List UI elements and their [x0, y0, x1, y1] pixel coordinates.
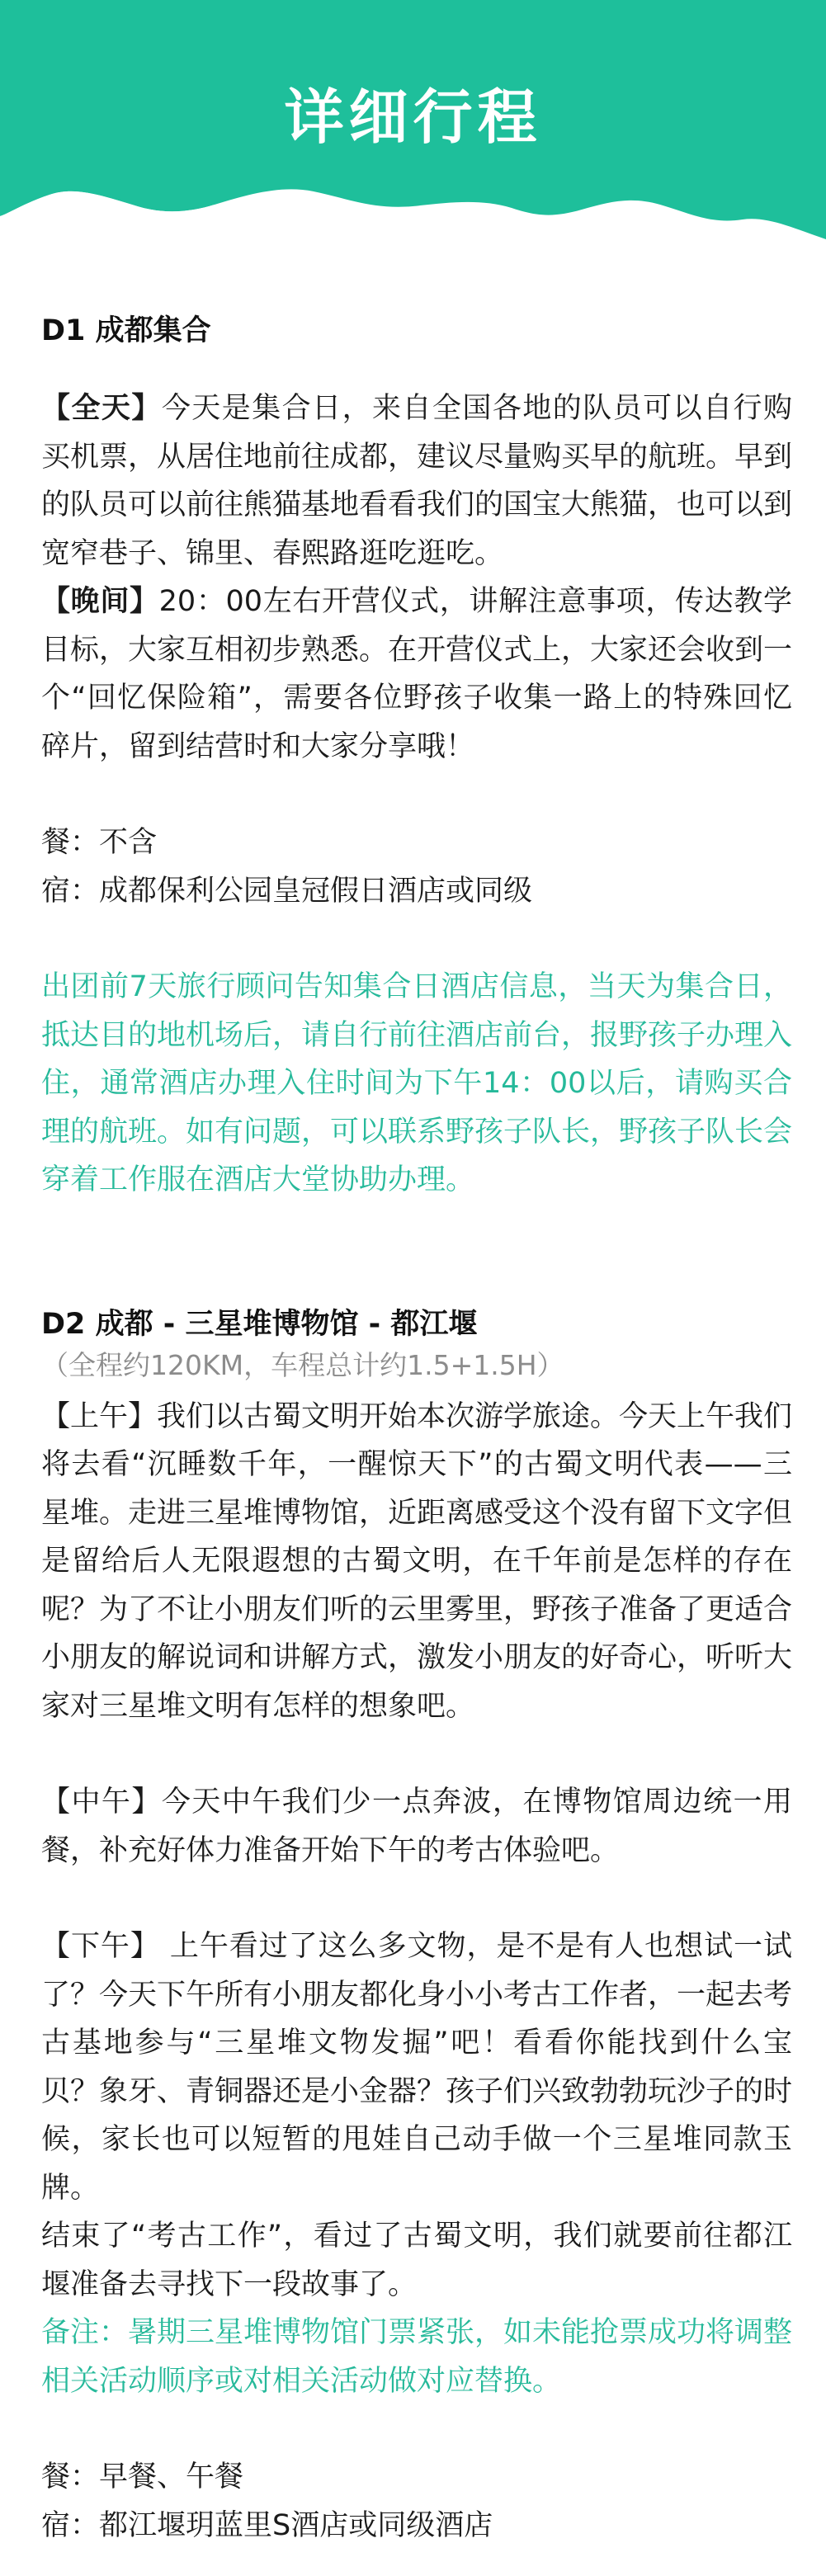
day2-lodging: 宿：都江堰玥蓝里S酒店或同级酒店 [41, 2508, 493, 2542]
itinerary-content [41, 310, 792, 2550]
day1-meals: 餐：不含 [41, 826, 158, 859]
page-title: 详细行程 [284, 83, 542, 152]
day1-evening-tag: 【晚间】 [41, 585, 159, 618]
day1-evening-text: 20：00左右开营仪式，讲解注意事项，传达教学目标，大家互相初步熟悉。在开营仪式上，大家还会收到一个“回忆保险箱”，需要各位野孩子收集一路上的特殊回忆碎片，留到结营时和大家分享哦！ [41, 585, 793, 763]
day2-remark: 备注：暑期三星堆博物馆门票紧张，如未能抢票成功将调整相关活动顺序或对相关活动做对应替换。 [41, 2316, 793, 2398]
day2-noon-paragraph: 【中午】今天中午我们少一点奔波，在博物馆周边统一用餐，补充好体力准备开始下午的考古体验吧。 [41, 1786, 792, 1867]
day1-lodging: 宿：成都保利公园皇冠假日酒店或同级 [41, 874, 533, 908]
day1-title: D1 成都集合 [41, 314, 211, 347]
day2-morning-paragraph: 【上午】我们以古蜀文明开始本次游学旅途。今天上午我们将去看“沉睡数千年，一醒惊天下”的古蜀文明代表——三星堆。走进三星堆博物馆，近距离感受这个没有留下文字但是留给后人无限遐想的古蜀文明，在千年前是怎样的存在呢？为了不让小朋友们听的云里雾里，野孩子准备了更适合小朋友的解说词和讲解方式，激发小朋友的好奇心，听听大家对三星堆文明有怎样的想象吧。 [41, 1399, 793, 1723]
day1-allday-tag: 【全天】 [41, 392, 162, 425]
day1-hotel-notice: 出团前7天旅行顾问告知集合日酒店信息，当天为集合日，抵达目的地机场后，请自行前往酒店前台，报野孩子办理入住，通常酒店办理入住时间为下午14：00以后，请购买合理的航班。如有问题，可以联系野孩子队长，野孩子队长会穿着工作服在酒店大堂协助办理。 [41, 970, 793, 1196]
day1-allday-text: 今天是集合日，来自全国各地的队员可以自行购买机票，从居住地前往成都，建议尽量购买早的航班。早到的队员可以前往熊猫基地看看我们的国宝大熊猫，也可以到宽窄巷子、锦里、春熙路逛吃逛吃。 [41, 392, 793, 570]
day2-title: D2 成都 - 三星堆博物馆 - 都江堰 [41, 1307, 478, 1341]
page-header [0, 0, 826, 248]
day1-evening-paragraph [41, 578, 792, 771]
day2-subtitle: （全程约120KM，车程总计约1.5+1.5H） [41, 1348, 564, 1381]
day2-meals: 餐：早餐、午餐 [41, 2460, 244, 2493]
day2-afternoon-paragraph: 【下午】 上午看过了这么多文物，是不是有人也想试一试了？今天下午所有小朋友都化身小小考古工作者，一起去考古基地参与“三星堆文物发掘”吧！看看你能找到什么宝贝？象牙、青铜器还是小金器？孩子们兴致勃勃玩沙子的时候，家长也可以短暂的甩娃自己动手做一个三星堆同款玉牌。 [41, 1930, 793, 2205]
day1-allday-paragraph [41, 385, 792, 578]
day2-afternoon-end-paragraph: 结束了“考古工作”，看过了古蜀文明，我们就要前往都江堰准备去寻找下一段故事了。 [41, 2220, 792, 2301]
